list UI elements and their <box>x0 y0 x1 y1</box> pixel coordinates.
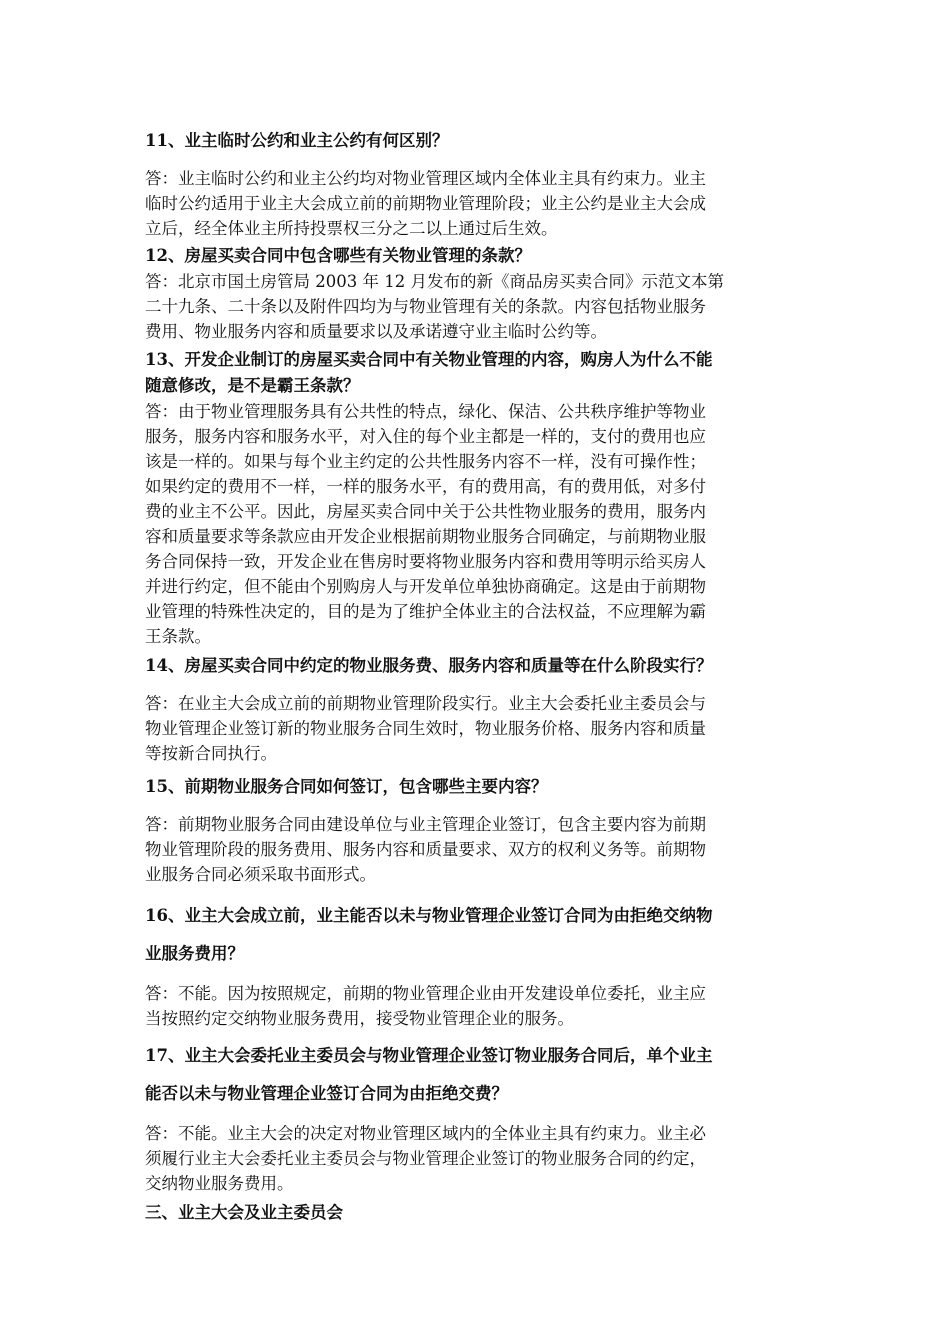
question-15: 15、前期物业服务合同如何签订，包含哪些主要内容？ <box>145 777 548 796</box>
answer-17: 答：不能。业主大会的决定对物业管理区域内的全体业主具有约束力。业主必 须履行业主大会委托业主委员会与物业管理企业签订的物业服务合同的约定， 交纳物业服务费用。 <box>145 1124 706 1193</box>
answer-14: 答：在业主大会成立前的前期物业管理阶段实行。业主大会委托业主委员会与 物业管理企业签订新的物业服务合同生效时，物业服务价格、服务内容和质量 等按新合同执行。 <box>145 694 706 763</box>
question-14: 14、房屋买卖合同中约定的物业服务费、服务内容和质量等在什么阶段实行？ <box>145 656 713 675</box>
qa-item-11 <box>145 128 797 241</box>
qa-item-15 <box>145 774 797 887</box>
answer-11: 答：业主临时公约和业主公约均对物业管理区域内全体业主具有约束力。业主 临时公约适用于业主大会成立前的前期物业管理阶段；业主公约是业主大会成 立后，经全体业主所持投票权三分之二以上通过后生效。 <box>145 169 706 238</box>
answer-12: 答：北京市国土房管局 2003 年 12 月发布的新《商品房买卖合同》示范文本第 二十九条、二十条以及附件四均为与物业管理有关的条款。内容包括物业服务 费用、物业服务内容和质量要求以及承诺遵守业主临时公约等。 <box>145 272 724 341</box>
question-17: 17、业主大会委托业主委员会与物业管理企业签订物业服务合同后，单个业主 能否以未与物业管理企业签订合同为由拒绝交费？ <box>145 1046 713 1103</box>
question-11: 11、业主临时公约和业主公约有何区别？ <box>145 131 449 150</box>
qa-item-14 <box>145 653 797 766</box>
answer-16: 答：不能。因为按照规定，前期的物业管理企业由开发建设单位委托，业主应 当按照约定交纳物业服务费用，接受物业管理企业的服务。 <box>145 984 706 1028</box>
question-13: 13、开发企业制订的房屋买卖合同中有关物业管理的内容，购房人为什么不能 随意修改，是不是霸王条款？ <box>145 350 713 395</box>
qa-item-17 <box>145 1037 797 1196</box>
qa-item-16 <box>145 897 797 1031</box>
section-heading: 三、业主大会及业主委员会 <box>145 1203 343 1222</box>
answer-13: 答：由于物业管理服务具有公共性的特点，绿化、保洁、公共秩序维护等物业 服务，服务内容和服务水平，对入住的每个业主都是一样的，支付的费用也应 该是一样的。如果与每个业主约定的公共性服务内容不一样，没有可操作性； 如果约定的费用不一样，一样的服务水平，有的费用高，有的费用低，对多付 费的业主不公平。因此，房屋买卖合同中关于公共性物业服务的费用，服务内 容和质量要求等条款应由开发企业根据前期物业服务合同确定，与前期物业服 务合同保持一致，开发企业在售房时要将物业服务内容和费用等明示给买房人 并进行约定，但不能由个别购房人与开发单位单独协商确定。这是由于前期物 业管理的特殊性决定的，目的是为了维护全体业主的合法权益，不应理解为霸 王条款。 <box>145 402 706 646</box>
qa-item-12 <box>145 243 797 344</box>
question-16: 16、业主大会成立前，业主能否以未与物业管理企业签订合同为由拒绝交纳物 业服务费用？ <box>145 906 713 963</box>
document-page <box>145 122 797 1226</box>
question-12: 12、房屋买卖合同中包含哪些有关物业管理的条款？ <box>145 246 531 265</box>
qa-item-13 <box>145 347 797 649</box>
answer-15: 答：前期物业服务合同由建设单位与业主管理企业签订，包含主要内容为前期 物业管理阶段的服务费用、服务内容和质量要求、双方的权利义务等。前期物 业服务合同必须采取书面形式。 <box>145 815 706 884</box>
